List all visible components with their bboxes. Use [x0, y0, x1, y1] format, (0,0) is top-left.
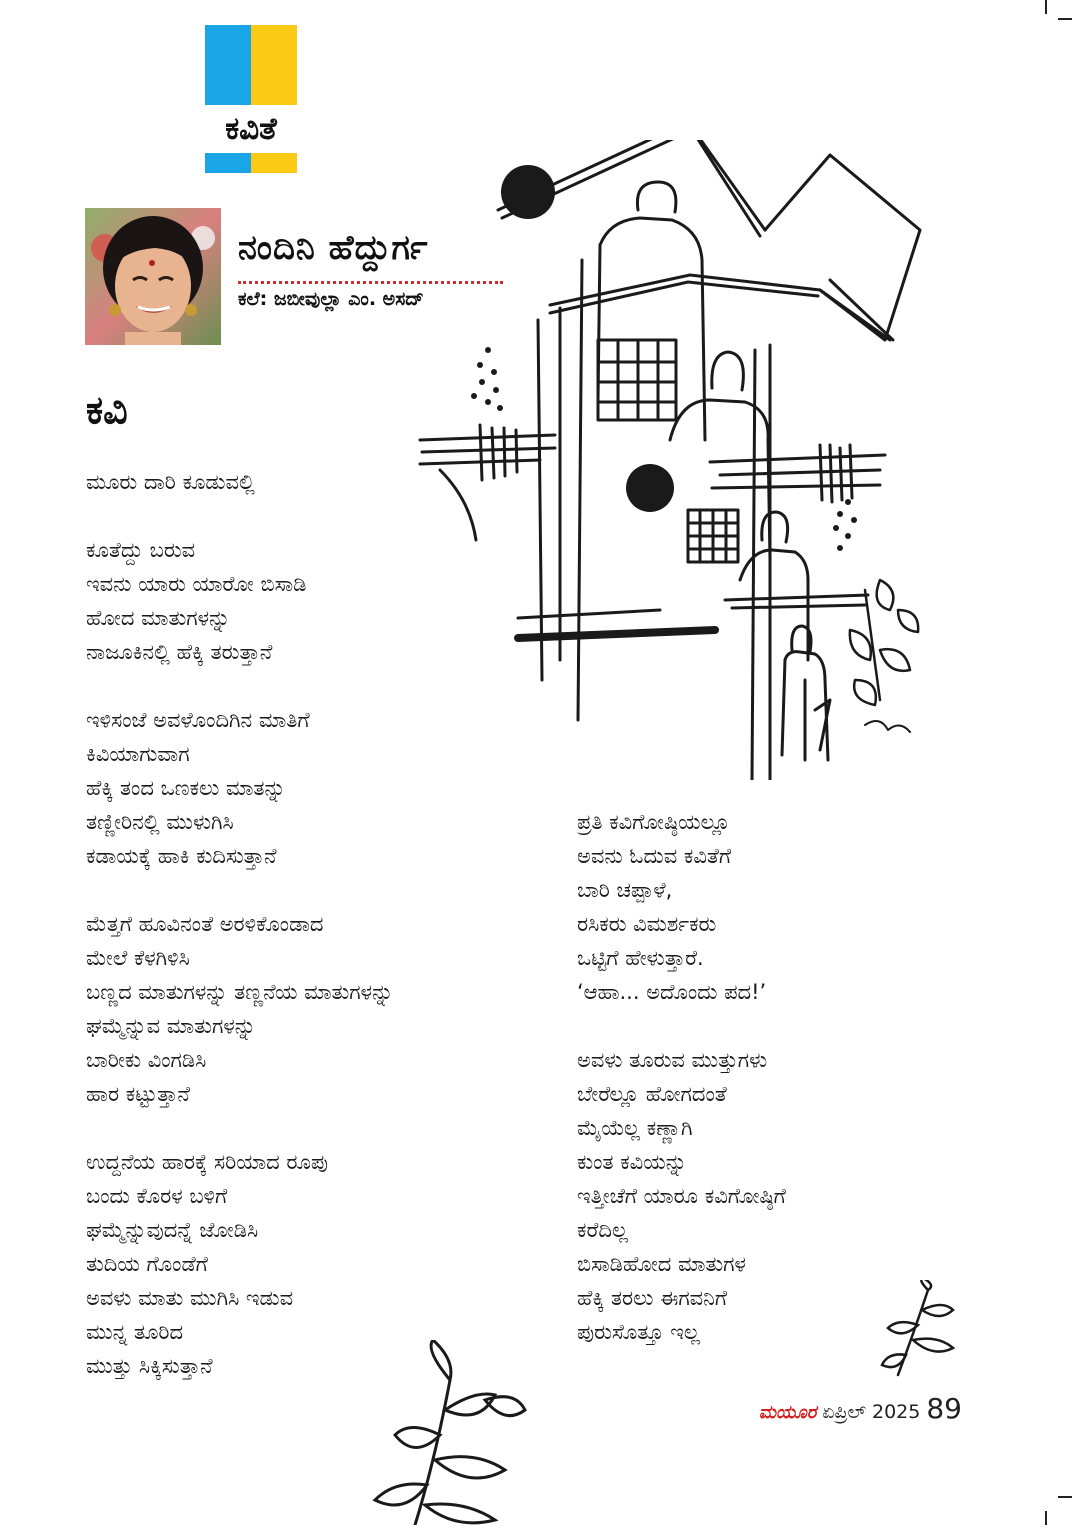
poem-line: ಉದ್ದನೆಯ ಹಾರಕ್ಕೆ ಸರಿಯಾದ ರೂಪು	[86, 1150, 328, 1174]
poem-line: ಹೋದ ಮಾತುಗಳನ್ನು	[86, 606, 231, 630]
poem-line: ಕೂತೆದ್ದು ಬರುವ	[86, 538, 196, 562]
poem-line: ಬೇರೆಲ್ಲೂ ಹೋಗದಂತೆ	[577, 1082, 727, 1106]
poem-line: ಮುನ್ನ ತೂರಿದ	[86, 1320, 184, 1344]
poem-line: ಅವಳು ಮಾತು ಮುಗಿಸಿ ಇಡುವ	[86, 1286, 294, 1310]
page-number: 89	[926, 1392, 962, 1425]
poem-line: ಕರೆದಿಲ್ಲ	[577, 1218, 629, 1242]
section-label: ಕವಿತೆ	[225, 111, 277, 147]
author-photo	[85, 208, 221, 345]
poem-column-right	[577, 805, 786, 1349]
badge-yellow-block	[251, 25, 297, 105]
author-name: ನಂದಿನಿ ಹೆದ್ದುರ್ಗ	[238, 228, 429, 268]
poem-line: ಇವನು ಯಾರು ಯಾರೋ ಬಿಸಾಡಿ	[86, 572, 307, 596]
poem-line: ನಾಜೂಕಿನಲ್ಲಿ ಹೆಕ್ಕಿ ತರುತ್ತಾನೆ	[86, 640, 273, 664]
poem-line: ಕಿವಿಯಾಗುವಾಗ	[86, 742, 190, 766]
badge-yellow-strip	[251, 153, 297, 173]
poem-column-left	[86, 465, 393, 1383]
page-footer	[759, 1392, 962, 1425]
poem-line: ರಸಿಕರು ವಿಮರ್ಶಕರು	[577, 912, 717, 936]
poem-line: ಮುತ್ತು ಸಿಕ್ಕಿಸುತ್ತಾನೆ	[86, 1354, 213, 1378]
poem-line: ಘಮ್ಮೆನ್ನುವುದನ್ನೆ ಜೋಡಿಸಿ	[86, 1218, 259, 1242]
art-credit: ಕಲೆ: ಜಬೀವುಲ್ಲಾ ಎಂ. ಅಸದ್	[238, 288, 424, 310]
poem-line: ತುದಿಯ ಗೊಂಡೆಗೆ	[86, 1252, 208, 1276]
poem-line: ಹೆಕ್ಕಿ ತಂದ ಒಣಕಲು ಮಾತನ್ನು	[86, 776, 286, 800]
badge-blue-block	[205, 25, 251, 105]
poem-line: ಘಮ್ಮೆನ್ನುವ ಮಾತುಗಳನ್ನು	[86, 1014, 256, 1038]
poem-line: ಬಿಸಾಡಿಹೋದ ಮಾತುಗಳ	[577, 1252, 746, 1276]
poem-line: ಬಾರಿ ಚಪ್ಪಾಳೆ,	[577, 878, 673, 902]
badge-blue-strip	[205, 153, 251, 173]
crop-mark	[1058, 1496, 1072, 1498]
leaf-sketch-bottom	[355, 1340, 545, 1525]
poem-line: ಮೈಯೆಲ್ಲ ಕಣ್ಣಾಗಿ	[577, 1116, 693, 1140]
leaf-sketch-right	[878, 1280, 963, 1380]
poem-title: ಕವಿ	[86, 388, 128, 432]
poem-line: ಮೇಲೆ ಕೆಳಗಿಳಿಸಿ	[86, 946, 190, 970]
crop-mark	[1058, 18, 1072, 20]
poem-line: ಕಡಾಯಕ್ಕೆ ಹಾಕಿ ಕುದಿಸುತ್ತಾನೆ	[86, 844, 277, 868]
poem-line: ಅವಳು ತೂರುವ ಮುತ್ತುಗಳು	[577, 1048, 768, 1072]
poem-line: ‘ಆಹಾ... ಅದೊಂದು ಪದ!’	[577, 980, 767, 1004]
crop-mark	[1045, 0, 1047, 14]
poem-line: ತಣ್ಣೀರಿನಲ್ಲಿ ಮುಳುಗಿಸಿ	[86, 810, 234, 834]
poem-line: ಪುರುಸೊತ್ತೂ ಇಲ್ಲ	[577, 1320, 701, 1344]
poem-line: ಬಣ್ಣದ ಮಾತುಗಳನ್ನು ತಣ್ಣನೆಯ ಮಾತುಗಳನ್ನು	[86, 980, 394, 1004]
poem-line: ಇಳಿಸಂಜೆ ಅವಳೊಂದಿಗಿನ ಮಾತಿಗೆ	[86, 708, 310, 732]
poem-line: ಬಂದು ಕೊರಳ ಬಳಿಗೆ	[86, 1184, 228, 1208]
poem-line: ಮೂರು ದಾರಿ ಕೂಡುವಲ್ಲಿ	[86, 470, 255, 494]
poem-line: ಮೆತ್ತಗೆ ಹೂವಿನಂತೆ ಅರಳಿಕೊಂಡಾದ	[86, 912, 324, 936]
poem-line: ಪ್ರತಿ ಕವಿಗೋಷ್ಠಿಯಲ್ಲೂ	[577, 810, 731, 834]
poem-line: ಇತ್ತೀಚೆಗೆ ಯಾರೂ ಕವಿಗೋಷ್ಠಿಗೆ	[577, 1184, 786, 1208]
poem-line: ಕುಂತ ಕವಿಯನ್ನು	[577, 1150, 687, 1174]
poem-line: ಹೆಕ್ಕಿ ತರಲು ಈಗವನಿಗೆ	[577, 1286, 728, 1310]
section-badge	[205, 25, 297, 173]
issue-date: ಏಪ್ರಿಲ್ 2025	[822, 1401, 921, 1423]
crop-mark	[1045, 1511, 1047, 1525]
poem-line: ಹಾರ ಕಟ್ಟುತ್ತಾನೆ	[86, 1082, 190, 1106]
magazine-name: ಮಯೂರ	[758, 1402, 817, 1423]
poem-line: ಅವನು ಓದುವ ಕವಿತೆಗೆ	[577, 844, 732, 868]
house-figures-illustration	[410, 140, 955, 780]
poem-line: ಬಾರೀಕು ವಿಂಗಡಿಸಿ	[86, 1048, 207, 1072]
poem-line: ಒಟ್ಟಿಗೆ ಹೇಳುತ್ತಾರೆ.	[577, 946, 704, 970]
